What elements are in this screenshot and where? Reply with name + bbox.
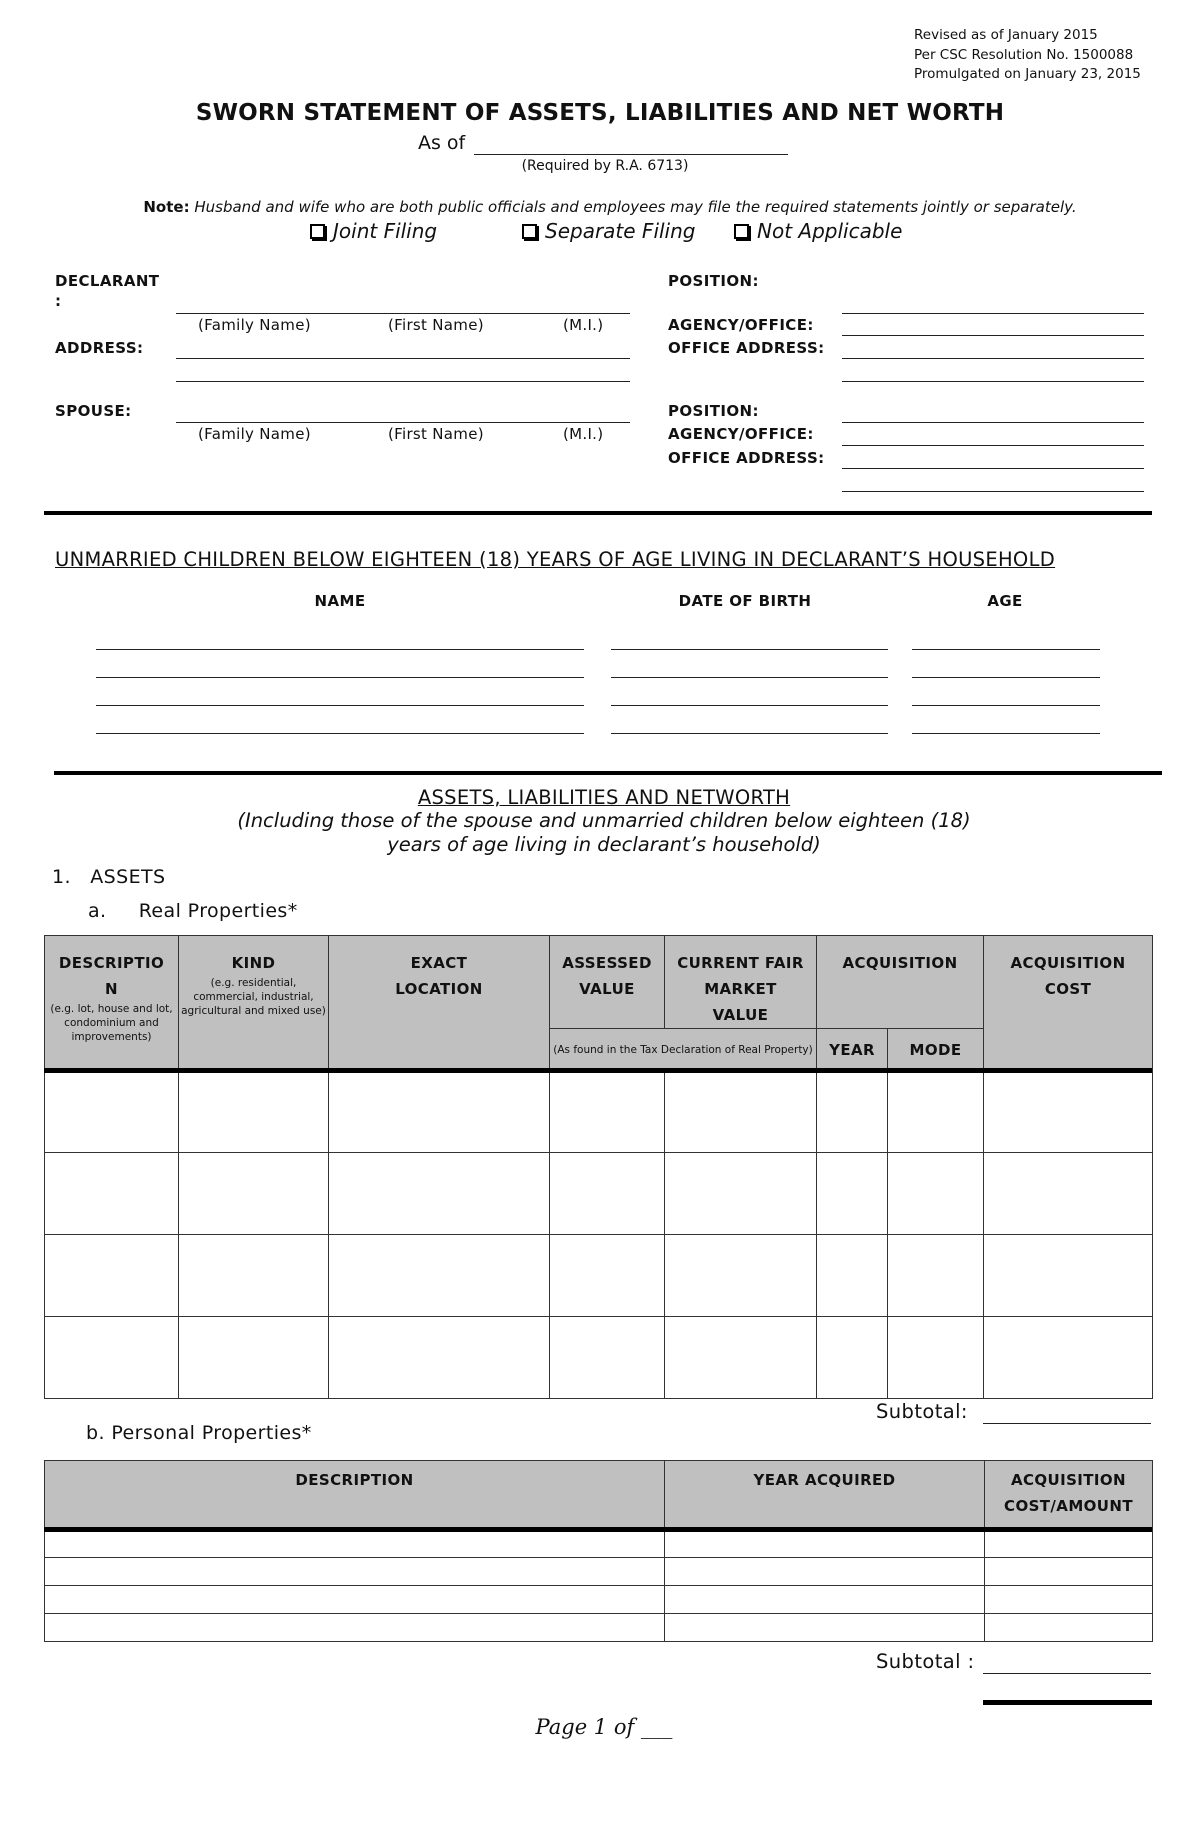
location-header-label-2: LOCATION xyxy=(395,980,483,998)
declarant-colon: : xyxy=(55,292,62,310)
page-title: SWORN STATEMENT OF ASSETS, LIABILITIES AND NET WORTH xyxy=(195,100,1005,126)
personal-cost-cell[interactable] xyxy=(985,1614,1153,1642)
joint-filing-checkbox[interactable] xyxy=(310,224,325,239)
year-cell[interactable] xyxy=(817,1071,888,1153)
spouse-position-line[interactable] xyxy=(842,422,1144,423)
mode-cell[interactable] xyxy=(888,1235,984,1317)
market-header-label-2: MARKET xyxy=(704,980,777,998)
personal-description-cell[interactable] xyxy=(45,1558,665,1586)
description-cell[interactable] xyxy=(45,1317,179,1399)
personal-subtotal-line[interactable] xyxy=(983,1673,1151,1674)
table-row xyxy=(45,1530,1153,1558)
not-applicable-checkbox[interactable] xyxy=(734,224,749,239)
child-dob-line[interactable] xyxy=(611,649,888,650)
declarant-office-address-label: OFFICE ADDRESS: xyxy=(668,339,825,357)
separate-filing-label: Separate Filing xyxy=(545,219,696,243)
alnw-subheading-1: (Including those of the spouse and unmarried children below eighteen (18) xyxy=(237,809,971,832)
market-header-label-1: CURRENT FAIR xyxy=(677,954,804,972)
page-number: Page 1 of ___ xyxy=(535,1715,673,1739)
child-dob-line[interactable] xyxy=(611,705,888,706)
location-cell[interactable] xyxy=(329,1153,550,1235)
filing-note xyxy=(0,198,1200,216)
cost-cell[interactable] xyxy=(984,1317,1153,1399)
separate-filing-option[interactable] xyxy=(522,219,695,243)
revision-note xyxy=(914,26,1154,85)
market-value-cell[interactable] xyxy=(665,1235,817,1317)
table-row xyxy=(45,1071,1153,1153)
market-value-column-header xyxy=(665,936,817,1029)
child-name-line[interactable] xyxy=(96,649,584,650)
table-row xyxy=(45,1153,1153,1235)
table-row xyxy=(45,1614,1153,1642)
note-label: Note: xyxy=(143,198,190,216)
tax-declaration-note: (As found in the Tax Declaration of Real Property) xyxy=(553,1043,813,1056)
spouse-agency-line[interactable] xyxy=(842,445,1144,446)
personal-properties-heading: b. Personal Properties* xyxy=(86,1422,312,1444)
personal-cost-cell[interactable] xyxy=(985,1530,1153,1558)
children-age-column: AGE xyxy=(987,592,1023,610)
spouse-name-line[interactable] xyxy=(176,422,630,423)
as-of-label: As of xyxy=(418,132,466,154)
real-subtotal-label: Subtotal: xyxy=(876,1400,968,1423)
table-row xyxy=(45,1586,1153,1614)
cost-header-label-2: COST xyxy=(1044,980,1092,998)
real-properties-header-row xyxy=(45,936,1153,1029)
real-properties-table xyxy=(44,935,1153,1399)
market-header-label-3: VALUE xyxy=(712,1006,769,1024)
mode-cell[interactable] xyxy=(888,1153,984,1235)
location-cell[interactable] xyxy=(329,1317,550,1399)
assessed-header-label-1: ASSESSED xyxy=(562,954,652,972)
description-header-label-2: N xyxy=(105,980,118,998)
description-header-note: (e.g. lot, house and lot, condominium and improvements) xyxy=(50,1003,173,1043)
real-properties-heading xyxy=(88,900,298,922)
kind-cell[interactable] xyxy=(179,1317,329,1399)
assessed-value-cell[interactable] xyxy=(550,1071,665,1153)
child-dob-line[interactable] xyxy=(611,733,888,734)
personal-year-cell[interactable] xyxy=(665,1586,985,1614)
location-header-label-1: EXACT xyxy=(410,954,468,972)
cost-cell[interactable] xyxy=(984,1235,1153,1317)
description-cell[interactable] xyxy=(45,1153,179,1235)
personal-cost-cell[interactable] xyxy=(985,1558,1153,1586)
declarant-agency-line[interactable] xyxy=(842,335,1144,336)
children-name-column: NAME xyxy=(314,592,366,610)
note-text: Husband and wife who are both public officials and employees may file the required statements jointly or separately. xyxy=(194,198,1077,216)
joint-filing-option[interactable] xyxy=(310,219,437,243)
revision-promulgated: Promulgated on January 23, 2015 xyxy=(914,66,1141,82)
location-cell[interactable] xyxy=(329,1071,550,1153)
child-age-line[interactable] xyxy=(912,705,1100,706)
declarant-position-line[interactable] xyxy=(842,313,1144,314)
revision-resolution: Per CSC Resolution No. 1500088 xyxy=(914,46,1134,63)
section-divider xyxy=(44,511,1152,515)
child-name-line[interactable] xyxy=(96,677,584,678)
table-row xyxy=(45,1558,1153,1586)
assessed-value-cell[interactable] xyxy=(550,1153,665,1235)
personal-subtotal-label: Subtotal : xyxy=(876,1650,975,1673)
joint-filing-label: Joint Filing xyxy=(333,219,438,243)
location-cell[interactable] xyxy=(329,1235,550,1317)
personal-cost-column-header xyxy=(985,1461,1153,1530)
personal-year-cell[interactable] xyxy=(665,1558,985,1586)
description-cell[interactable] xyxy=(45,1071,179,1153)
personal-description-cell[interactable] xyxy=(45,1530,665,1558)
real-properties-letter: a. xyxy=(88,900,107,922)
assets-number: 1. xyxy=(52,866,71,888)
mode-cell[interactable] xyxy=(888,1317,984,1399)
kind-cell[interactable] xyxy=(179,1071,329,1153)
required-by: (Required by R.A. 6713) xyxy=(521,158,689,174)
personal-cost-header-label-1: ACQUISITION xyxy=(1010,1471,1127,1489)
assessed-header-label-2: VALUE xyxy=(579,980,635,998)
year-cell[interactable] xyxy=(817,1153,888,1235)
child-name-line[interactable] xyxy=(96,733,584,734)
personal-description-column-header: DESCRIPTION xyxy=(45,1461,665,1530)
personal-properties-table xyxy=(44,1460,1153,1642)
personal-year-cell[interactable] xyxy=(665,1614,985,1642)
declarant-label: DECLARANT xyxy=(55,272,160,290)
year-cell[interactable] xyxy=(817,1235,888,1317)
assessed-value-cell[interactable] xyxy=(550,1317,665,1399)
spouse-mi-caption: (M.I.) xyxy=(563,425,604,443)
child-name-line[interactable] xyxy=(96,705,584,706)
spouse-office-address-line-2[interactable] xyxy=(842,491,1144,492)
alnw-heading: ASSETS, LIABILITIES AND NETWORTH xyxy=(417,786,791,809)
real-properties-label: Real Properties* xyxy=(138,900,298,922)
table-header-rule xyxy=(44,1068,1152,1073)
spouse-label: SPOUSE: xyxy=(55,402,132,420)
spouse-office-address-label: OFFICE ADDRESS: xyxy=(668,449,825,467)
address-line-1[interactable] xyxy=(176,358,630,359)
personal-description-cell[interactable] xyxy=(45,1586,665,1614)
total-rule xyxy=(983,1700,1152,1705)
kind-cell[interactable] xyxy=(179,1153,329,1235)
year-cell[interactable] xyxy=(817,1317,888,1399)
declarant-agency-label: AGENCY/OFFICE: xyxy=(668,316,814,334)
personal-properties-header-row xyxy=(45,1461,1153,1530)
assessed-value-column-header xyxy=(550,936,665,1029)
children-dob-column: DATE OF BIRTH xyxy=(678,592,812,610)
acquisition-column-header: ACQUISITION xyxy=(817,936,984,1029)
personal-year-cell[interactable] xyxy=(665,1530,985,1558)
alnw-subheading-2: years of age living in declarant’s household) xyxy=(387,833,821,856)
market-value-cell[interactable] xyxy=(665,1317,817,1399)
kind-header-note: (e.g. residential, commercial, industrial, agricultural and mixed use) xyxy=(181,977,326,1017)
declarant-position-label: POSITION: xyxy=(668,272,759,290)
mode-column-header: MODE xyxy=(888,1029,984,1071)
cost-cell[interactable] xyxy=(984,1153,1153,1235)
declarant-family-name-caption: (Family Name) xyxy=(198,316,311,334)
description-cell[interactable] xyxy=(45,1235,179,1317)
child-age-line[interactable] xyxy=(912,677,1100,678)
cost-cell[interactable] xyxy=(984,1071,1153,1153)
personal-year-column-header: YEAR ACQUIRED xyxy=(665,1461,985,1530)
kind-header-label: KIND xyxy=(231,954,276,972)
spouse-agency-label: AGENCY/OFFICE: xyxy=(668,425,814,443)
spouse-office-address-line-1[interactable] xyxy=(842,468,1144,469)
description-column-header xyxy=(45,936,179,1071)
spouse-position-label: POSITION: xyxy=(668,402,759,420)
year-column-header: YEAR xyxy=(817,1029,888,1071)
table-row xyxy=(45,1235,1153,1317)
description-header-label-1: DESCRIPTIO xyxy=(58,954,165,972)
assessed-value-cell[interactable] xyxy=(550,1235,665,1317)
child-age-line[interactable] xyxy=(912,649,1100,650)
separate-filing-checkbox[interactable] xyxy=(522,224,537,239)
address-line-2[interactable] xyxy=(176,381,630,382)
address-label: ADDRESS: xyxy=(55,339,144,357)
children-heading: UNMARRIED CHILDREN BELOW EIGHTEEN (18) YEARS OF AGE LIVING IN DECLARANT’S HOUSEHOLD xyxy=(55,548,1056,571)
assets-label: ASSETS xyxy=(90,866,166,888)
child-age-line[interactable] xyxy=(912,733,1100,734)
location-column-header xyxy=(329,936,550,1071)
personal-cost-cell[interactable] xyxy=(985,1586,1153,1614)
declarant-office-address-line-1[interactable] xyxy=(842,358,1144,359)
real-subtotal-line[interactable] xyxy=(983,1423,1151,1424)
declarant-mi-caption: (M.I.) xyxy=(563,316,604,334)
market-value-cell[interactable] xyxy=(665,1153,817,1235)
spouse-family-name-caption: (Family Name) xyxy=(198,425,311,443)
market-value-cell[interactable] xyxy=(665,1071,817,1153)
kind-cell[interactable] xyxy=(179,1235,329,1317)
cost-header-label-1: ACQUISITION xyxy=(1010,954,1126,972)
table-row xyxy=(45,1317,1153,1399)
not-applicable-option[interactable] xyxy=(734,219,902,243)
child-dob-line[interactable] xyxy=(611,677,888,678)
table-header-rule xyxy=(44,1527,1152,1532)
spouse-first-name-caption: (First Name) xyxy=(388,425,484,443)
assets-heading xyxy=(52,866,165,888)
as-of-line[interactable] xyxy=(474,154,788,155)
declarant-name-line[interactable] xyxy=(176,313,630,314)
kind-column-header xyxy=(179,936,329,1071)
revision-date: Revised as of January 2015 xyxy=(914,27,1098,43)
section-divider xyxy=(54,771,1162,775)
tax-declaration-note-header xyxy=(550,1029,817,1071)
not-applicable-label: Not Applicable xyxy=(757,219,903,243)
declarant-first-name-caption: (First Name) xyxy=(388,316,484,334)
acquisition-cost-column-header xyxy=(984,936,1153,1071)
personal-cost-header-label-2: COST/AMOUNT xyxy=(1004,1497,1133,1515)
mode-cell[interactable] xyxy=(888,1071,984,1153)
declarant-office-address-line-2[interactable] xyxy=(842,381,1144,382)
personal-description-cell[interactable] xyxy=(45,1614,665,1642)
